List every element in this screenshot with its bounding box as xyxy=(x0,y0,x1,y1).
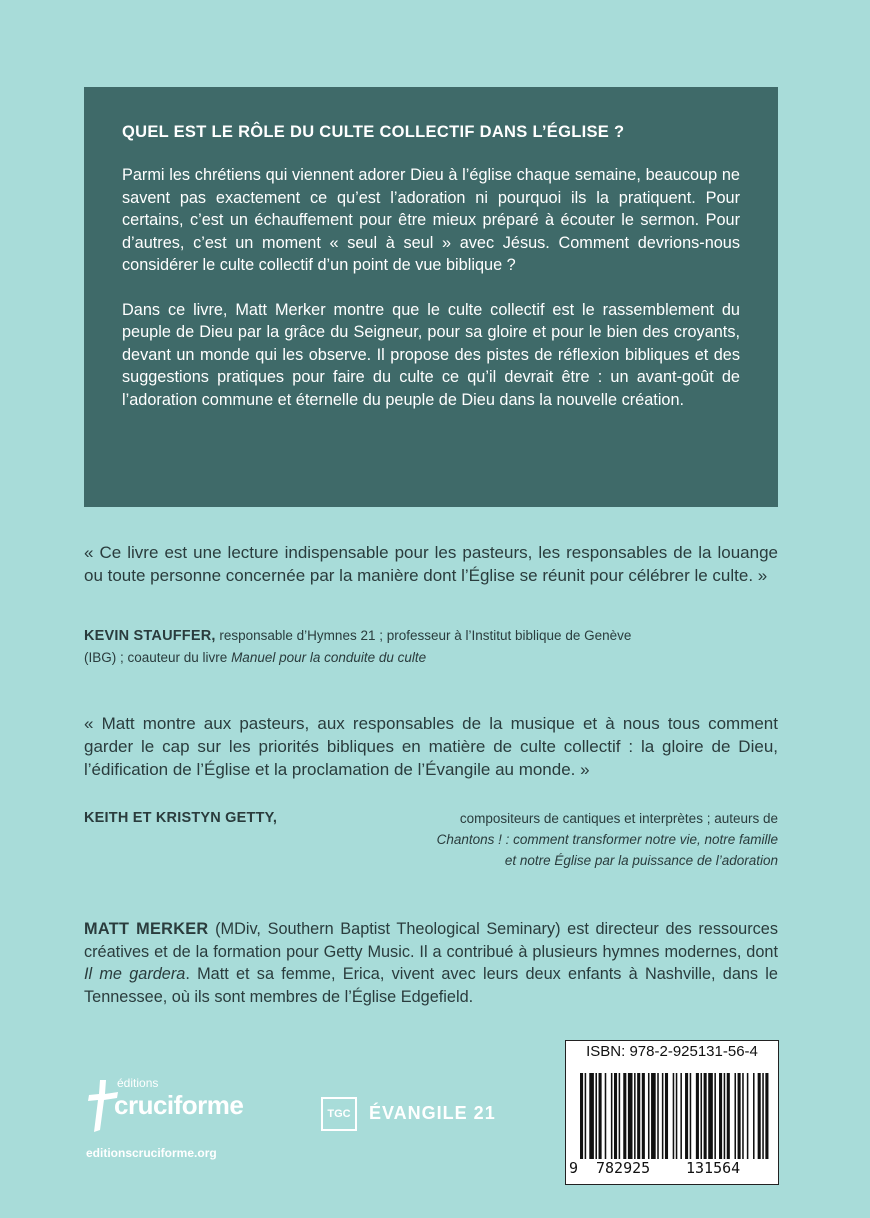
barcode-bar xyxy=(589,1073,594,1159)
summary-box xyxy=(84,87,778,507)
tgc-badge: TGC xyxy=(321,1097,357,1131)
endorsement-quote-2: « Matt montre aux pasteurs, aux responsables de la musique et à nous tous comment garder le cap sur les priorités bibliques en matière de culte collectif : la gloire de Dieu, l’édification de l’Église et la proclamation de l’Évangile au monde. » xyxy=(84,714,778,779)
author-song-title: Il me gardera xyxy=(84,965,186,984)
endorser-role: compositeurs de cantiques et interprètes ; auteurs de xyxy=(459,811,778,826)
barcode-bar xyxy=(747,1073,749,1159)
barcode-bar xyxy=(758,1073,761,1159)
barcode-bar xyxy=(642,1073,645,1159)
barcode-bar xyxy=(651,1073,656,1159)
partner-name: ÉVANGILE 21 xyxy=(369,1103,496,1123)
barcode-bar xyxy=(585,1073,587,1159)
barcode-bar xyxy=(696,1073,699,1159)
summary-paragraph-2: Dans ce livre, Matt Merker montre que le culte collectif est le rassemblement du peuple de Dieu par la grâce du Seigneur, pour sa gloire et pour le bien des croyants, devant un monde qui les observe. Il propose des pistes de réflexion bibliques et des suggestions pratiques pour faire du culte ce qu’il devrait être : un avant-goût de l’adoration commune et éternelle du peuple de Dieu dans la nouvelle création. xyxy=(122,300,740,409)
endorser-name: KEVIN STAUFFER, xyxy=(84,628,216,644)
barcode-bar xyxy=(634,1073,636,1159)
barcode-bar xyxy=(611,1073,613,1159)
endorsement-quote-1: « Ce livre est une lecture indispensable pour les pasteurs, les responsables de la louange ou toute personne concernée par la manière dont l’Église se réunit pour célébrer le culte. » xyxy=(84,543,778,585)
author-bio-text-2: . Matt et sa femme, Erica, vivent avec leurs deux enfants à Nashville, dans le Tennessee, où ils sont membres de l’Église Edgefield. xyxy=(84,965,778,1006)
isbn-barcode xyxy=(565,1040,779,1185)
barcode-bar xyxy=(708,1073,713,1159)
barcode-bar xyxy=(719,1073,722,1159)
barcode-bar xyxy=(637,1073,640,1159)
barcode-bars xyxy=(580,1073,770,1159)
barcode-digits-right: 131564 xyxy=(686,1159,741,1177)
publisher-url: editionscruciforme.org xyxy=(86,1146,217,1160)
summary-paragraph-1: Parmi les chrétiens qui viennent adorer Dieu à l’église chaque semaine, beaucoup ne savent pas exactement ce qu’est l’adoration ni pourquoi ils la pratiquent. Pour certains, c’est un échauffement pour être mieux préparé à écouter le sermon. Pour d’autres, c’est un moment « seul à seul » avec Jésus. Comment devrions-nous considérer le culte collectif d’un point de vue biblique ? xyxy=(122,166,740,274)
endorser-name: KEITH ET KRISTYN GETTY, xyxy=(84,810,278,826)
barcode-bar xyxy=(727,1073,730,1159)
barcode-bar xyxy=(704,1073,707,1159)
endorsement-attribution-2 xyxy=(84,808,778,871)
barcode-bar xyxy=(599,1073,602,1159)
barcode-bar xyxy=(657,1073,659,1159)
endorser-role-cont: (IBG) ; coauteur du livre xyxy=(84,650,232,665)
barcode-bar xyxy=(619,1073,621,1159)
barcode-bar xyxy=(765,1073,768,1159)
author-bio xyxy=(84,918,778,1008)
barcode-bar xyxy=(700,1073,702,1159)
barcode-bar xyxy=(742,1073,744,1159)
barcode-bar xyxy=(680,1073,682,1159)
isbn-label: ISBN: 978-2-925131-56-4 xyxy=(586,1043,758,1060)
barcode-bar xyxy=(685,1073,688,1159)
barcode-bar xyxy=(738,1073,741,1159)
barcode-bar xyxy=(665,1073,668,1159)
barcode-bar xyxy=(753,1073,755,1159)
barcode-bar xyxy=(714,1073,716,1159)
barcode-bar xyxy=(724,1073,726,1159)
endorser-book-title: Manuel pour la conduite du culte xyxy=(231,650,427,665)
barcode-bar xyxy=(605,1073,607,1159)
barcode-digit-first: 9 xyxy=(569,1159,579,1177)
endorsement-attribution-1 xyxy=(84,625,778,668)
barcode-bar xyxy=(676,1073,678,1159)
endorser-book-title-line2: et notre Église par la puissance de l’adoration xyxy=(504,853,778,868)
author-bio-text-1: (MDiv, Southern Baptist Theological Seminary) est directeur des ressources créatives et de la formation pour Getty Music. Il a contribué à plusieurs hymnes modernes, dont xyxy=(84,920,778,961)
barcode-bar xyxy=(673,1073,675,1159)
publisher-small: éditions xyxy=(117,1076,159,1090)
barcode-bar xyxy=(595,1073,597,1159)
barcode-bar xyxy=(628,1073,633,1159)
barcode-bar xyxy=(762,1073,764,1159)
publisher-name: cruciforme xyxy=(114,1090,244,1120)
cruciforme-logo xyxy=(86,1076,306,1166)
barcode-bar xyxy=(580,1073,583,1159)
summary-heading: QUEL EST LE RÔLE DU CULTE COLLECTIF DANS L’ÉGLISE ? xyxy=(122,123,625,141)
evangile21-logo xyxy=(321,1097,521,1137)
barcode-bar xyxy=(734,1073,736,1159)
author-name: MATT MERKER xyxy=(84,920,209,938)
barcode-digits-left: 782925 xyxy=(596,1159,651,1177)
barcode-bar xyxy=(614,1073,617,1159)
barcode-bar xyxy=(690,1073,692,1159)
barcode-bar xyxy=(623,1073,626,1159)
endorser-role: responsable d’Hymnes 21 ; professeur à l’Institut biblique de Genève xyxy=(215,628,632,643)
barcode-bar xyxy=(662,1073,664,1159)
endorser-book-title-line1: Chantons ! : comment transformer notre vie, notre famille xyxy=(436,832,778,847)
barcode-bar xyxy=(648,1073,650,1159)
